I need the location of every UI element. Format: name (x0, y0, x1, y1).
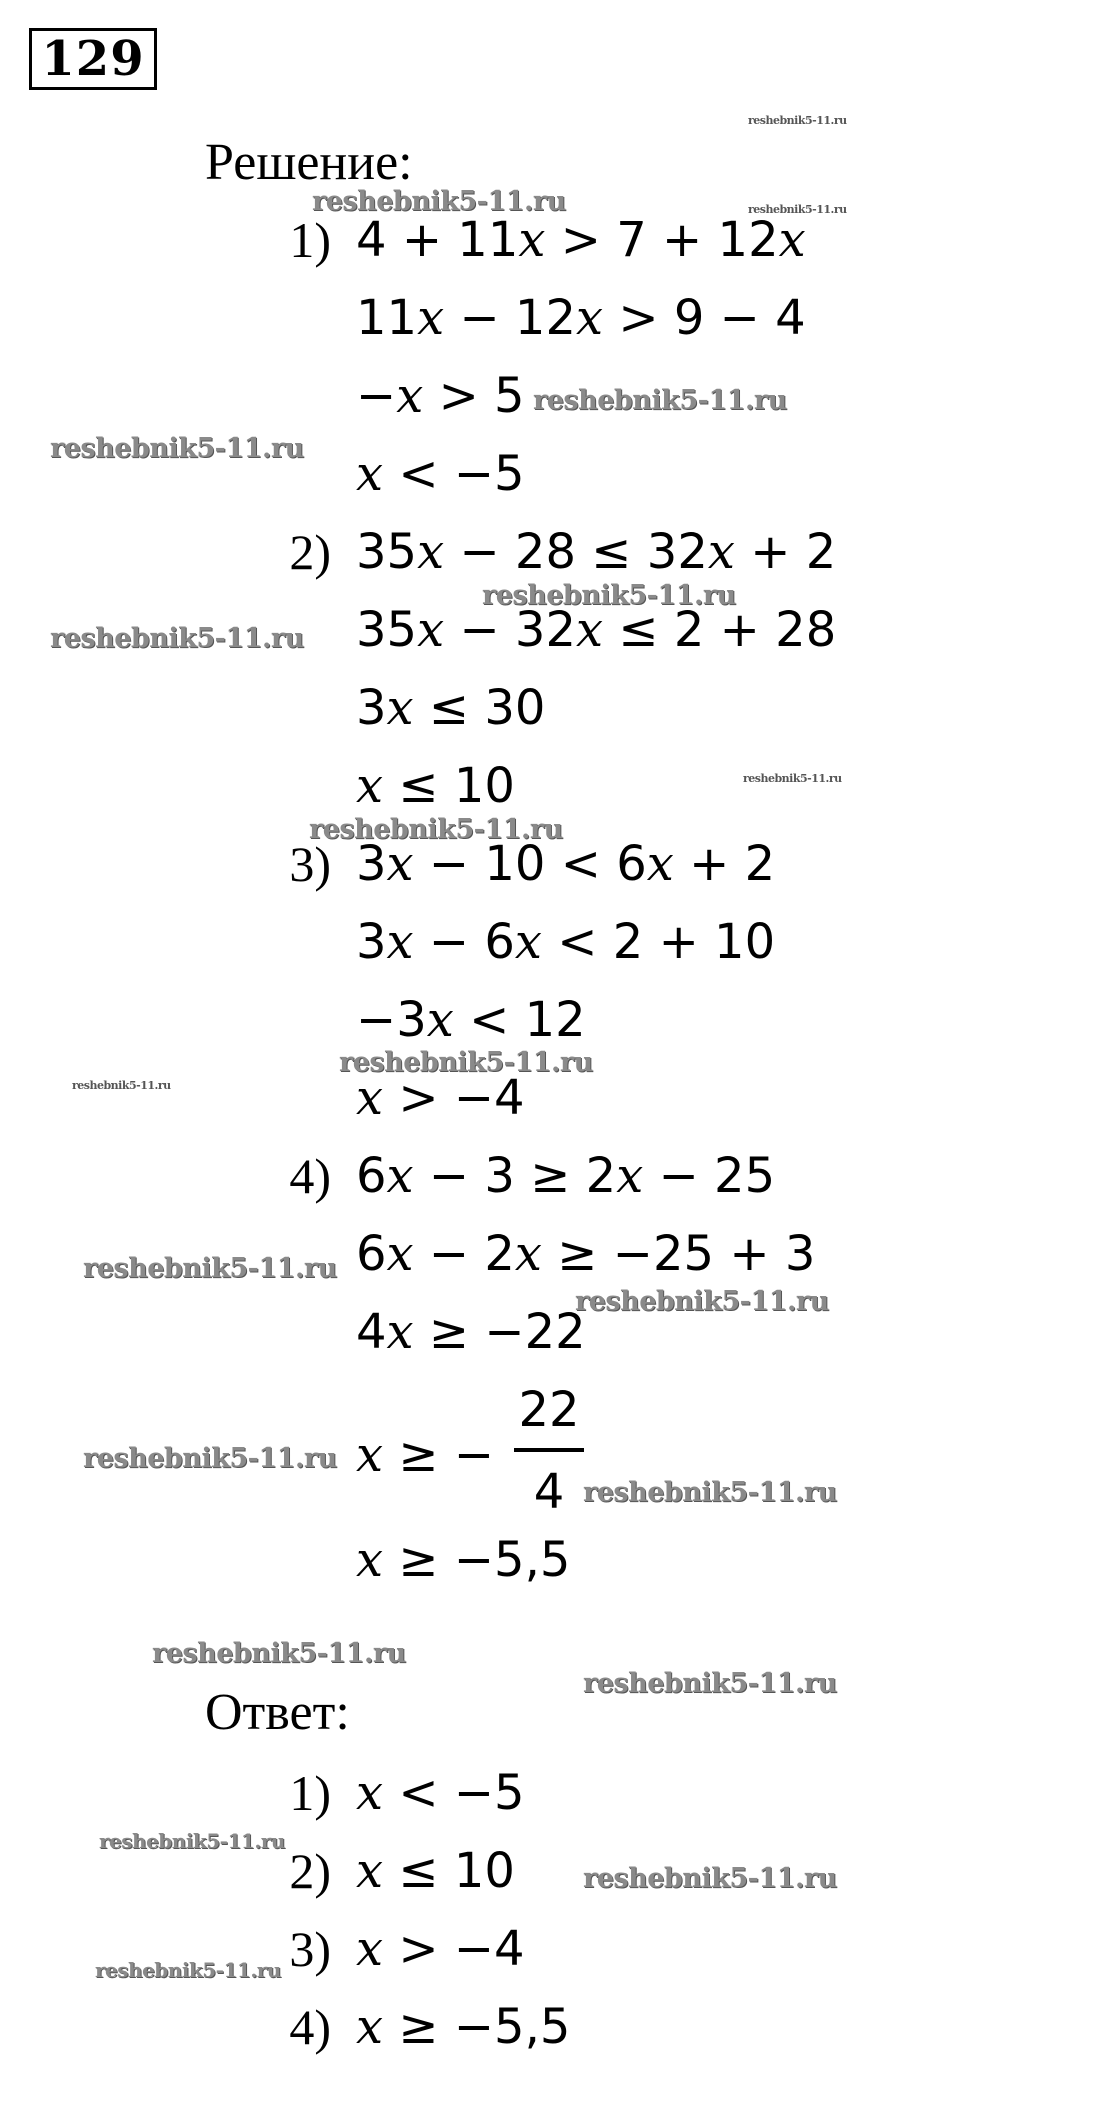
watermark: reshebnik5-11.ru (748, 114, 847, 127)
step-2-line-1: 35x − 28 ≤ 32x + 2 (356, 524, 837, 580)
step-3-line-1: 3x − 10 < 6x + 2 (356, 836, 776, 892)
fraction-denominator: 4 (533, 1464, 565, 1520)
fraction-lhs: x ≥ − (356, 1427, 495, 1483)
final-line: x ≥ −5,5 (356, 1532, 571, 1588)
watermark: reshebnik5-11.ru (533, 385, 787, 416)
watermark: reshebnik5-11.ru (743, 772, 842, 785)
step-4-line-3: 4x ≥ −22 (356, 1304, 586, 1360)
fraction-numerator: 22 (518, 1382, 580, 1438)
step-2-line-2: 35x − 32x ≤ 2 + 28 (356, 602, 837, 658)
answer-heading: Ответ: (205, 1684, 350, 1741)
solution-heading: Решение: (205, 134, 413, 191)
watermark: reshebnik5-11.ru (83, 1443, 337, 1474)
watermark: reshebnik5-11.ru (50, 623, 304, 654)
watermark: reshebnik5-11.ru (152, 1638, 406, 1669)
answer-3-number: 3) (289, 1921, 331, 1977)
watermark: reshebnik5-11.ru (72, 1079, 171, 1092)
watermark: reshebnik5-11.ru (309, 814, 563, 845)
watermark: reshebnik5-11.ru (575, 1286, 829, 1317)
fraction (514, 1380, 584, 1522)
answer-2: x ≤ 10 (356, 1843, 515, 1899)
step-1-line-4: x < −5 (356, 446, 525, 502)
step-3-line-3: −3x < 12 (356, 992, 586, 1048)
step-1-line-2: 11x − 12x > 9 − 4 (356, 290, 806, 346)
step-4-line-1: 6x − 3 ≥ 2x − 25 (356, 1148, 776, 1204)
answer-2-number: 2) (289, 1843, 331, 1899)
answer-3: x > −4 (356, 1921, 525, 1977)
answer-4: x ≥ −5,5 (356, 1999, 571, 2055)
step-3-line-4: x > −4 (356, 1070, 525, 1126)
step-1-line-1: 4 + 11x > 7 + 12x (356, 212, 806, 268)
step-3-number: 3) (289, 836, 331, 892)
answer-1: x < −5 (356, 1765, 525, 1821)
watermark: reshebnik5-11.ru (95, 1958, 281, 1982)
step-3-line-2: 3x − 6x < 2 + 10 (356, 914, 776, 970)
watermark: reshebnik5-11.ru (312, 186, 566, 217)
step-4-line-2: 6x − 2x ≥ −25 + 3 (356, 1226, 816, 1282)
watermark: reshebnik5-11.ru (583, 1477, 837, 1508)
step-4-number: 4) (289, 1148, 331, 1204)
problem-number: 129 (29, 28, 157, 90)
watermark: reshebnik5-11.ru (99, 1829, 285, 1853)
answer-4-number: 4) (289, 1999, 331, 2055)
watermark: reshebnik5-11.ru (50, 433, 304, 464)
answer-1-number: 1) (289, 1765, 331, 1821)
fraction-bar (514, 1448, 584, 1452)
watermark: reshebnik5-11.ru (482, 580, 736, 611)
step-2-number: 2) (289, 524, 331, 580)
step-2-line-4: x ≤ 10 (356, 758, 515, 814)
step-2-line-3: 3x ≤ 30 (356, 680, 546, 736)
step-1-number: 1) (289, 212, 331, 268)
watermark: reshebnik5-11.ru (339, 1047, 593, 1078)
step-1-line-3: −x > 5 (356, 368, 525, 424)
watermark: reshebnik5-11.ru (83, 1253, 337, 1284)
watermark: reshebnik5-11.ru (748, 203, 847, 216)
watermark: reshebnik5-11.ru (583, 1863, 837, 1894)
watermark: reshebnik5-11.ru (583, 1668, 837, 1699)
